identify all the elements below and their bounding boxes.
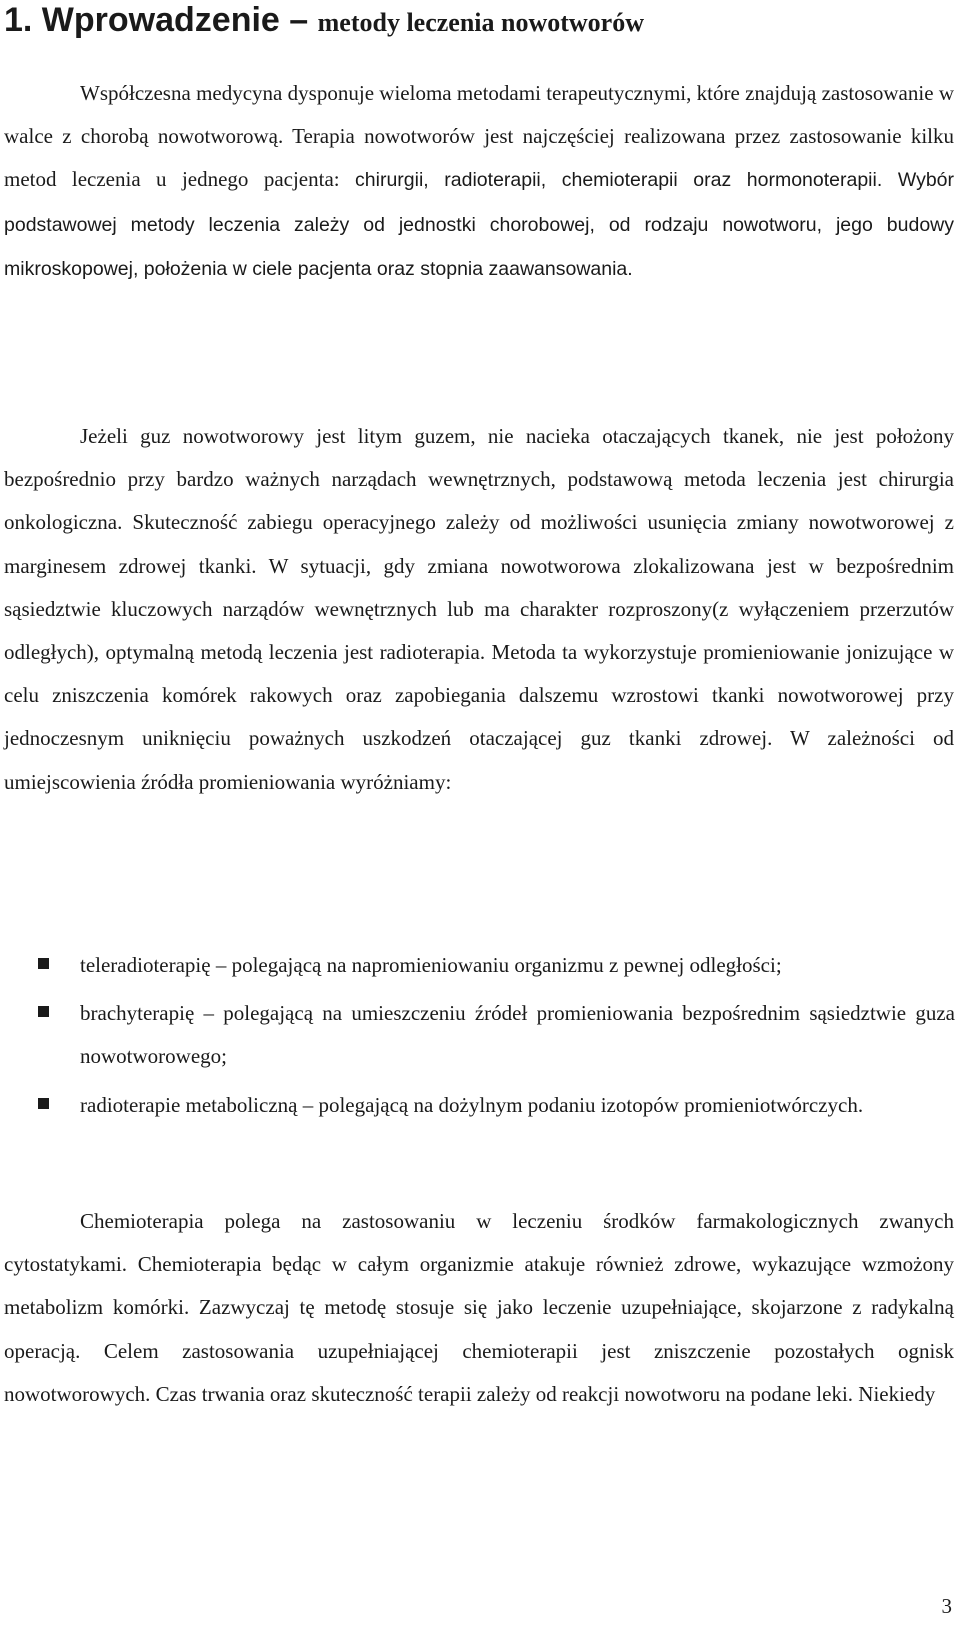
section-heading	[4, 0, 644, 43]
square-bullet-icon	[38, 958, 49, 969]
list-item-text: teleradioterapię – polegającą na napromieniowaniu organizmu z pewnej odległości;	[80, 953, 782, 977]
list-item-text: radioterapie metaboliczną – polegającą na dożylnym podaniu izotopów promieniotwórczych.	[80, 1092, 864, 1117]
list-item	[0, 992, 955, 1078]
list-item-text: brachyterapię – polegającą na umieszczeniu źródeł promieniowania bezpośrednim sąsiedztwie guza nowotworowego;	[80, 1001, 955, 1069]
list-item	[0, 944, 955, 987]
paragraph-intro-part1: Współczesna medycyna dysponuje wieloma metodami terapeutycznymi, które znajdują zastosowanie w walce z chorobą nowotworową. Terapia nowotworów jest najczęściej realizowana przez zastosowanie kilku metod leczenia u jednego pacjenta:	[4, 81, 954, 192]
paragraph-surgery-radiotherapy: Jeżeli guz nowotworowy jest litym guzem, nie nacieka otaczających tkanek, nie jest położony bezpośrednio przy bardzo ważnych narządach wewnętrznych, podstawową metoda leczenia jest chirurgia onkologiczna. Skuteczność zabiegu operacyjnego zależy od możliwości usunięcia zmiany nowotworowej z marginesem zdrowej tkanki. W sytuacji, gdy zmiana nowotworowa zlokalizowana jest w bezpośrednim sąsiedztwie kluczowych narządów wewnętrznych lub ma charakter rozproszony(z wyłączeniem przerzutów odległych), optymalną metodą leczenia jest radioterapia. Metoda ta wykorzystuje promieniowanie jonizujące w celu zniszczenia komórek rakowych oraz zapobiegania dalszemu wzrostowi tkanki nowotworowej przy jednoczesnym uniknięciu poważnych uszkodzeń otaczającej guz tkanki zdrowej. W zależności od umiejscowienia źródła promieniowania wyróżniamy:	[4, 424, 954, 794]
page-number: 3	[941, 1594, 952, 1618]
paragraph-chemotherapy: Chemioterapia polega na zastosowaniu w leczeniu środków farmakologicznych zwanych cytostatykami. Chemioterapia będąc w całym organizmie atakuje również zdrowe, wykazujące wzmożony metabolizm komórki. Zazwyczaj tę metodę stosuje się jako leczenie uzupełniające, skojarzone z radykalną operacją. Celem zastosowania uzupełniającej chemioterapii jest zniszczenie pozostałych ognisk nowotworowych. Czas trwania oraz skuteczność terapii zależy od reakcji nowotworu na podane leki. Niekiedy	[4, 1209, 954, 1406]
square-bullet-icon	[38, 1006, 49, 1017]
paragraph-intro-part2: chirurgii, radioterapii, chemioterapii oraz hormonoterapii. Wybór podstawowej metody leczenia zależy od jednostki chorobowej, od rodzaju nowotworu, jego budowy mikroskopowej, położenia w ciele pacjenta oraz stopnia zaawansowania.	[4, 169, 955, 280]
square-bullet-icon	[38, 1098, 49, 1109]
list-item	[0, 1084, 955, 1127]
radiotherapy-types-list	[0, 944, 955, 1132]
heading-main: 1. Wprowadzenie –	[4, 1, 318, 39]
paragraph-intro	[4, 72, 954, 291]
heading-subtitle: metody leczenia nowotworów	[317, 8, 644, 37]
